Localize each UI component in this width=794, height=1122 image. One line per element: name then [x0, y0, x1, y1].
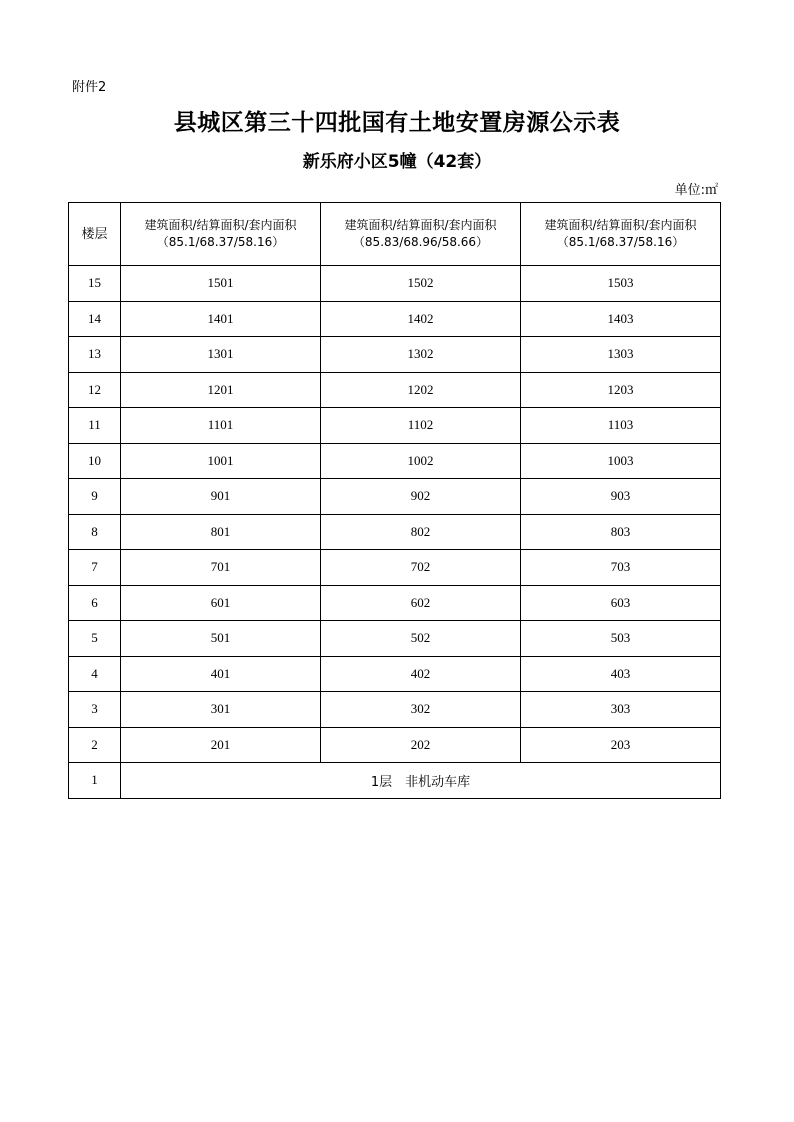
unit-cell: 903 [521, 479, 721, 515]
table-row [69, 692, 721, 728]
table-row [69, 727, 721, 763]
floor-cell: 3 [69, 692, 121, 728]
floor-cell: 2 [69, 727, 121, 763]
table-row [69, 443, 721, 479]
floor-cell: 4 [69, 656, 121, 692]
column-header-values: （85.83/68.96/58.66） [352, 235, 489, 249]
floor-cell: 12 [69, 372, 121, 408]
unit-cell: 1001 [121, 443, 321, 479]
unit-cell: 703 [521, 550, 721, 586]
column-header-area: 建筑面积/结算面积/套内面积 [144, 218, 297, 232]
floor-cell: 1 [69, 763, 121, 799]
unit-cell: 201 [121, 727, 321, 763]
column-header-values: （85.1/68.37/58.16） [556, 235, 685, 249]
table-row [69, 656, 721, 692]
unit-cell: 301 [121, 692, 321, 728]
floor-cell: 7 [69, 550, 121, 586]
unit-cell: 1401 [121, 301, 321, 337]
unit-cell: 1303 [521, 337, 721, 373]
floor-column-header: 楼层 [69, 203, 121, 266]
table-row [69, 550, 721, 586]
unit-cell: 603 [521, 585, 721, 621]
unit-cell: 601 [121, 585, 321, 621]
table-header-row [69, 203, 721, 266]
table-row [69, 266, 721, 302]
unit-cell: 1102 [321, 408, 521, 444]
unit-cell: 1302 [321, 337, 521, 373]
unit-cell: 1402 [321, 301, 521, 337]
column-header-values: （85.1/68.37/58.16） [156, 235, 285, 249]
unit-cell: 803 [521, 514, 721, 550]
unit-cell: 302 [321, 692, 521, 728]
unit-cell: 203 [521, 727, 721, 763]
table-row [69, 301, 721, 337]
unit-cell: 502 [321, 621, 521, 657]
floor-cell: 9 [69, 479, 121, 515]
unit-cell: 1103 [521, 408, 721, 444]
unit-cell: 1203 [521, 372, 721, 408]
page-subtitle: 新乐府小区5幢（42套） [302, 152, 492, 172]
floor-cell: 11 [69, 408, 121, 444]
unit-cell: 1501 [121, 266, 321, 302]
unit-cell: 1301 [121, 337, 321, 373]
table-row [69, 514, 721, 550]
table-row [69, 479, 721, 515]
housing-table [68, 202, 721, 799]
attachment-label: 附件2 [72, 80, 107, 95]
floor-cell: 13 [69, 337, 121, 373]
unit-cell: 303 [521, 692, 721, 728]
floor-cell: 10 [69, 443, 121, 479]
bicycle-garage-cell: 1层 非机动车库 [121, 763, 721, 799]
unit-cell: 1003 [521, 443, 721, 479]
unit-cell: 901 [121, 479, 321, 515]
unit-cell: 1502 [321, 266, 521, 302]
table-body [69, 266, 721, 799]
unit-cell: 801 [121, 514, 321, 550]
column-header [321, 203, 521, 266]
column-header [521, 203, 721, 266]
unit-cell: 1403 [521, 301, 721, 337]
floor-cell: 6 [69, 585, 121, 621]
unit-cell: 701 [121, 550, 321, 586]
table-row [69, 408, 721, 444]
unit-cell: 902 [321, 479, 521, 515]
unit-cell: 1503 [521, 266, 721, 302]
unit-cell: 802 [321, 514, 521, 550]
floor-cell: 8 [69, 514, 121, 550]
unit-cell: 702 [321, 550, 521, 586]
unit-cell: 501 [121, 621, 321, 657]
unit-cell: 402 [321, 656, 521, 692]
table-row [69, 337, 721, 373]
unit-cell: 403 [521, 656, 721, 692]
unit-cell: 503 [521, 621, 721, 657]
unit-cell: 401 [121, 656, 321, 692]
column-header-area: 建筑面积/结算面积/套内面积 [344, 218, 497, 232]
table-row [69, 585, 721, 621]
unit-cell: 1202 [321, 372, 521, 408]
table-row [69, 621, 721, 657]
unit-cell: 1201 [121, 372, 321, 408]
floor-cell: 15 [69, 266, 121, 302]
unit-cell: 1002 [321, 443, 521, 479]
floor-cell: 5 [69, 621, 121, 657]
unit-cell: 1101 [121, 408, 321, 444]
column-header-area: 建筑面积/结算面积/套内面积 [544, 218, 697, 232]
unit-cell: 202 [321, 727, 521, 763]
table-row-ground-floor [69, 763, 721, 799]
unit-label: 单位:㎡ [674, 183, 718, 198]
column-header [121, 203, 321, 266]
table-row [69, 372, 721, 408]
unit-cell: 602 [321, 585, 521, 621]
floor-cell: 14 [69, 301, 121, 337]
page-title: 县城区第三十四批国有土地安置房源公示表 [173, 109, 621, 136]
